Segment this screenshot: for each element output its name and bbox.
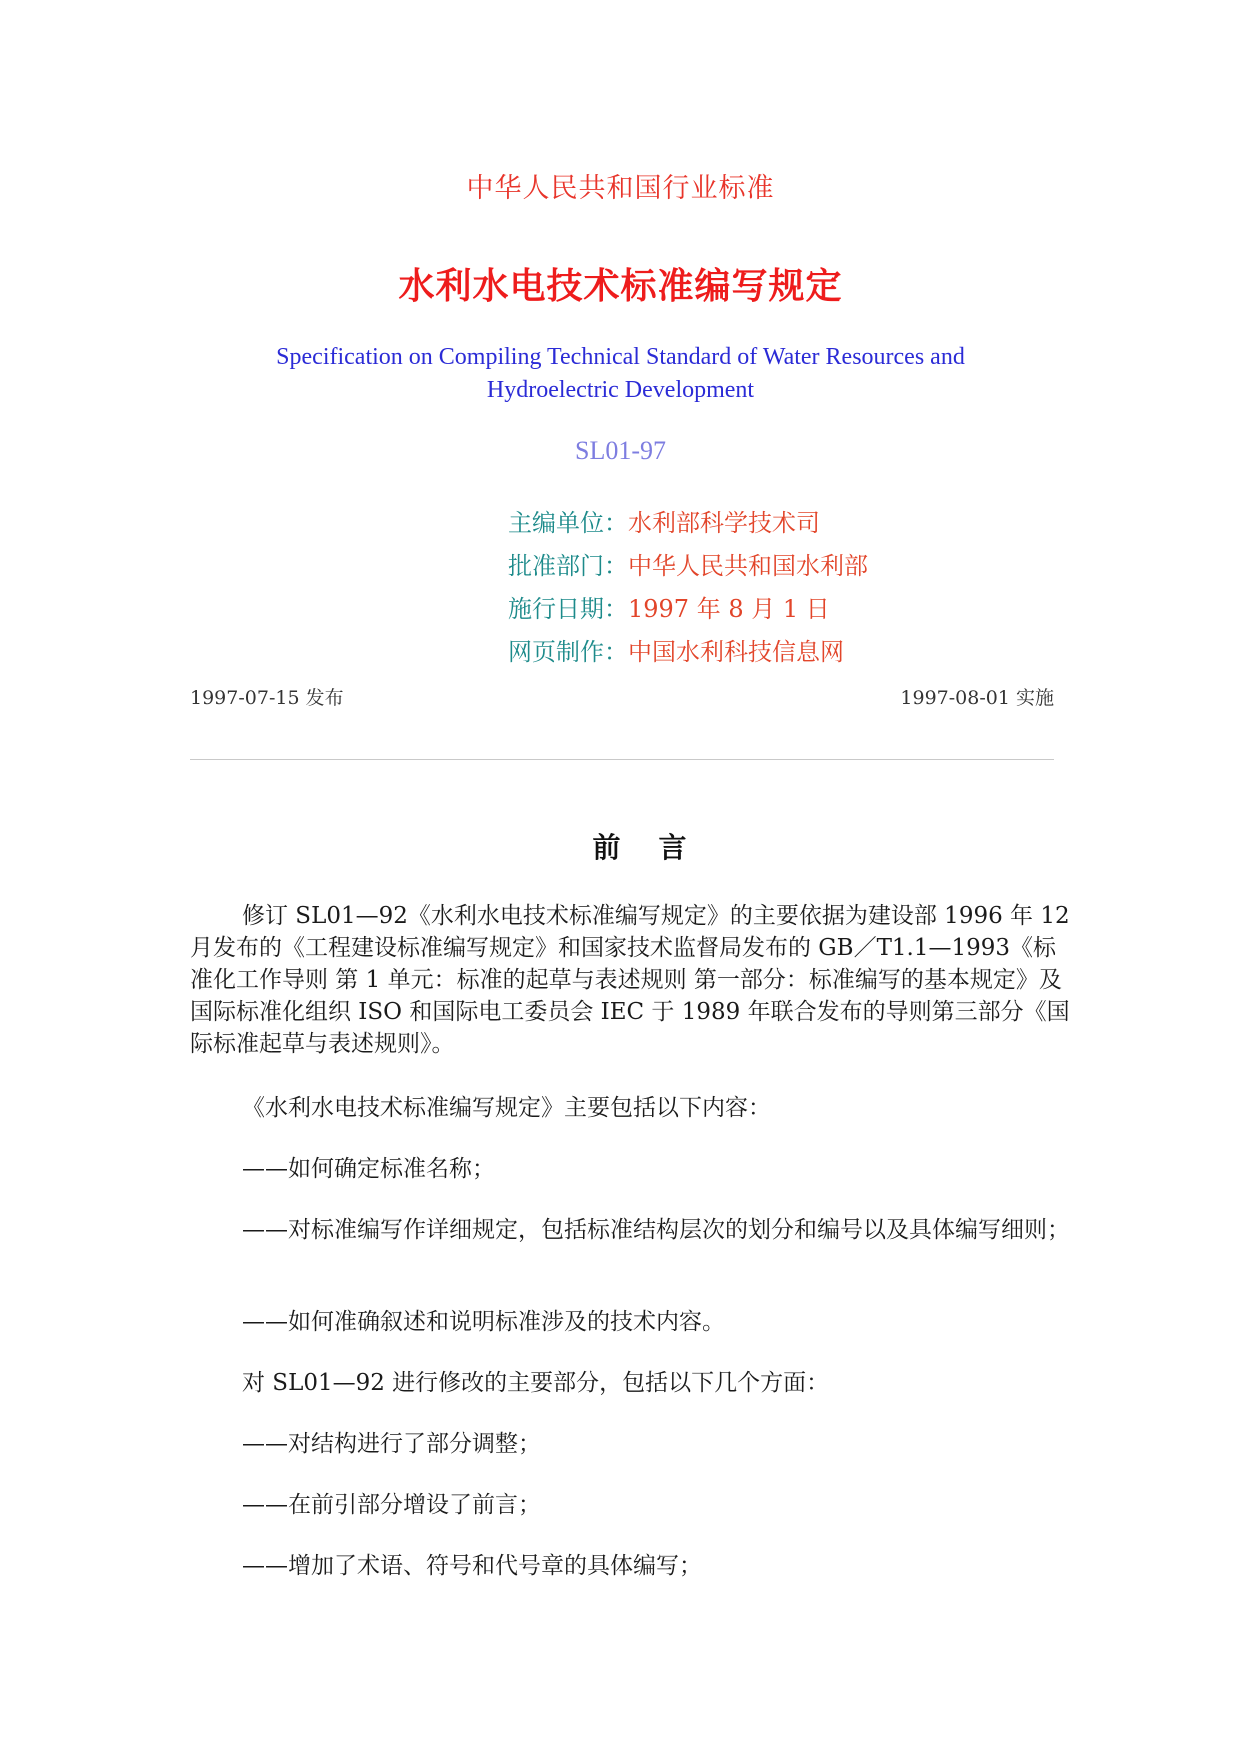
approver-value: 中华人民共和国水利部 — [628, 552, 868, 580]
english-title-line-2: Hydroelectric Development — [486, 377, 755, 403]
preface-list-item — [190, 1306, 1070, 1338]
web-producer-label: 网页制作： — [508, 638, 628, 666]
meta-row-editor — [508, 505, 868, 548]
preface-list-item — [190, 1550, 1070, 1582]
preface-text: ——增加了术语、符号和代号章的具体编写； — [242, 1553, 702, 1579]
preface-paragraph — [190, 900, 1070, 1060]
release-date: 1997-07-15 发布 — [190, 687, 344, 709]
effective-date-value: 1997 年 8 月 1 日 — [628, 595, 830, 623]
implementation-date: 1997-08-01 实施 — [900, 687, 1054, 709]
preface-text: ——如何准确叙述和说明标准涉及的技术内容。 — [242, 1309, 725, 1335]
approver-label: 批准部门： — [508, 552, 628, 580]
preface-list-item — [190, 1153, 1070, 1185]
preface-heading: 前言 — [592, 831, 725, 864]
effective-date-label: 施行日期： — [508, 595, 628, 623]
preface-text: 《水利水电技术标准编写规定》主要包括以下内容： — [242, 1095, 771, 1121]
preface-text: 修订 SL01—92《水利水电技术标准编写规定》的主要依据为建设部 1996 年 12 月发布的《工程建设标准编写规定》和国家技术监督局发布的 GB／T1.1—1993《标准化工作导则 第 1 单元：标准的起草与表述规则 第一部分：标准编写的基本规定》及国际标准化组织 ISO 和国际电工委员会 IEC 于 1989 年联合发布的导则第三部分《国际标准起草与表述规则》。 — [190, 903, 1070, 1057]
document-title: 水利水电技术标准编写规定 — [398, 265, 843, 307]
english-title-line-1: Specification on Compiling Technical Standard of Water Resources and — [276, 344, 965, 370]
standard-category: 中华人民共和国行业标准 — [466, 173, 775, 204]
preface-list-item — [190, 1214, 1070, 1246]
meta-row-web — [508, 634, 868, 677]
editor-value: 水利部科学技术司 — [628, 509, 820, 537]
preface-text: 对 SL01—92 进行修改的主要部分，包括以下几个方面： — [242, 1370, 830, 1396]
preface-text: ——对结构进行了部分调整； — [242, 1431, 541, 1457]
preface-list-item — [190, 1428, 1070, 1460]
meta-row-effective — [508, 591, 868, 634]
preface-text: ——如何确定标准名称； — [242, 1156, 495, 1182]
web-producer-value: 中国水利科技信息网 — [628, 638, 844, 666]
preface-text: ——对标准编写作详细规定，包括标准结构层次的划分和编号以及具体编写细则； — [242, 1217, 1070, 1243]
meta-row-approver — [508, 548, 868, 591]
metadata-block — [508, 505, 868, 677]
preface-text: ——在前引部分增设了前言； — [242, 1492, 541, 1518]
horizontal-divider — [190, 759, 1054, 760]
preface-list-item — [190, 1489, 1070, 1521]
preface-paragraph — [190, 1092, 1070, 1124]
editor-label: 主编单位： — [508, 509, 628, 537]
preface-paragraph — [190, 1367, 1070, 1399]
standard-code: SL01-97 — [575, 436, 666, 465]
english-title — [0, 341, 1241, 407]
